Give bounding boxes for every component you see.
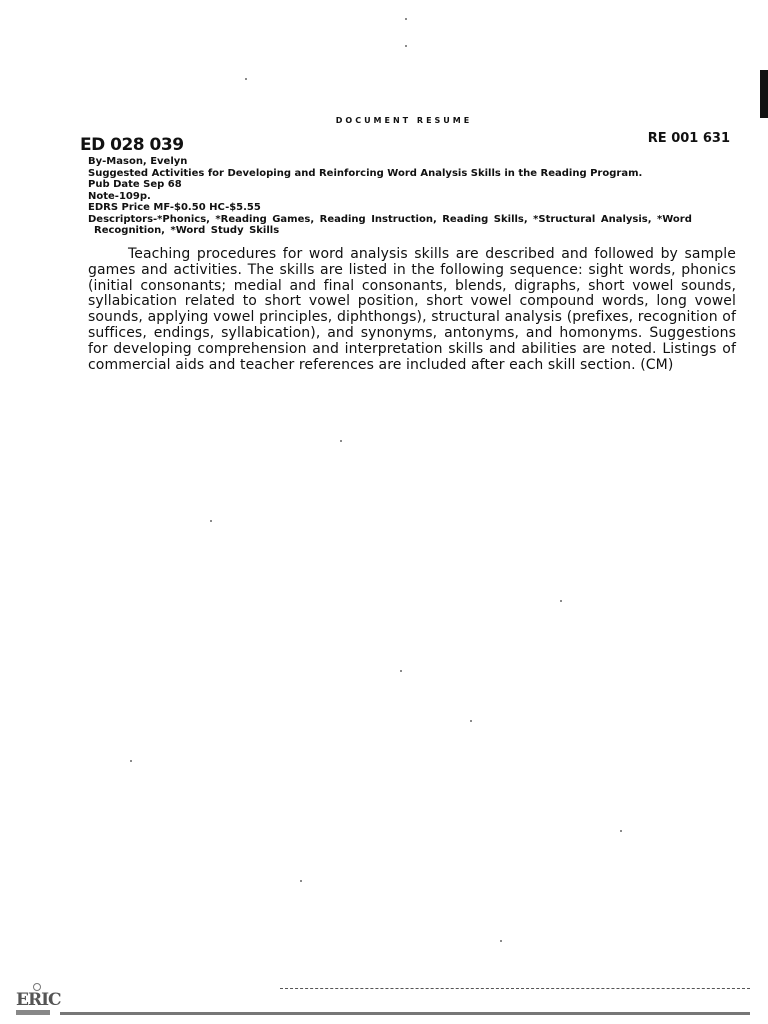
- footer-rule: [280, 988, 750, 989]
- scan-speck: [130, 760, 132, 762]
- scan-speck: [470, 720, 472, 722]
- scan-speck: [400, 670, 402, 672]
- scan-speck: [405, 18, 407, 20]
- scan-speck: [500, 940, 502, 942]
- citation-metadata: [88, 156, 738, 237]
- descriptors: [88, 214, 738, 237]
- re-number: RE 001 631: [647, 131, 730, 146]
- eric-logo: [14, 980, 61, 1016]
- scan-speck: [245, 78, 247, 80]
- logo-strip: [16, 1010, 50, 1015]
- scan-speck: [340, 440, 342, 442]
- title-line: Suggested Activities for Developing and Reinforcing Word Analysis Skills in the Reading Program.: [88, 167, 643, 179]
- abstract-text: Teaching procedures for word analysis skills are described and followed by sample games and activities. The skills are listed in the following sequence: sight words, phonics (initial consonants; medial and final consonants, blends, digraphs, short vowel sounds, syllabication related to short vowel position, short vowel compound words, long vowel sounds, applying vowel principles, diphthongs), structural analysis (prefixes, recognition of suffices, endings, syllabication), and synonyms, antonyms, and homonyms. Suggestions for developing comprehension and interpretation skills and abilities are noted. Listings of commercial aids and teacher references are included after each skill section. (CM): [88, 246, 736, 373]
- scan-speck: [405, 45, 407, 47]
- author-line: By-Mason, Evelyn: [88, 156, 188, 167]
- scan-speck: [560, 600, 562, 602]
- document-heading: DOCUMENT RESUME: [335, 116, 473, 125]
- scan-speck: [620, 830, 622, 832]
- scan-speck: [210, 520, 212, 522]
- note-line: Note-109p.: [88, 190, 151, 202]
- edrs-price-line: EDRS Price MF-$0.50 HC-$5.55: [88, 202, 261, 213]
- scan-edge-mark: [760, 70, 768, 118]
- ed-number: ED 028 039: [80, 135, 184, 155]
- scan-speck: [300, 880, 302, 882]
- descriptors-line-1: Descriptors-*Phonics, *Reading Games, Reading Instruction, Reading Skills, *Structural Analysis, *Word: [88, 213, 692, 225]
- scan-bottom-edge: [60, 1012, 750, 1015]
- eric-logo-text: ERIC: [16, 990, 61, 1010]
- pub-date-line: Pub Date Sep 68: [88, 179, 182, 190]
- descriptors-line-2: Recognition, *Word Study Skills: [94, 225, 280, 236]
